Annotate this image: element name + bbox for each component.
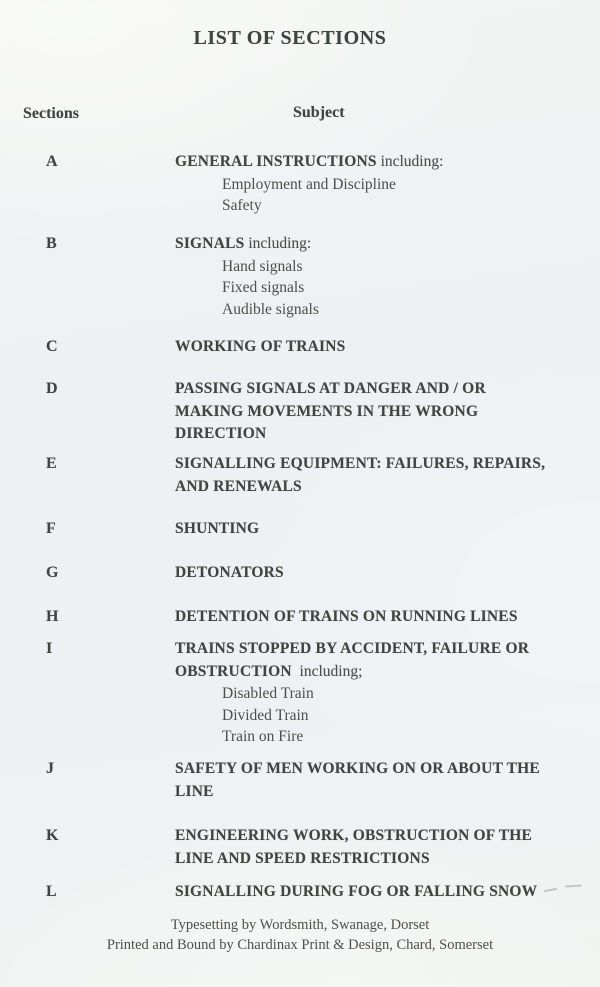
section-title-line [175,233,575,256]
section-letter: L [46,883,57,900]
section-title-line [175,151,575,174]
section-title-line: SIGNALLING EQUIPMENT: FAILURES, REPAIRS, [175,455,546,472]
column-header-sections: Sections [23,105,79,122]
section-subitem: Employment and Discipline [222,175,396,193]
section-subitem: Audible signals [222,300,319,318]
section-title-line: MAKING MOVEMENTS IN THE WRONG [175,402,479,420]
section-title-regular: including; [291,662,363,680]
column-header-subject: Subject [293,104,345,121]
section-title-line: LINE AND SPEED RESTRICTIONS [175,849,430,867]
section-subitems [222,256,575,321]
section-title-line: SIGNALLING DURING FOG OR FALLING SNOW [175,883,538,900]
section-subitem: Divided Train [222,706,309,724]
section-letter: K [46,827,59,844]
section-subitem: Train on Fire [222,728,304,745]
section-title-line: AND RENEWALS [175,477,302,495]
section-subject [175,881,575,904]
section-subitems [222,174,575,217]
section-title-line: LINE [175,782,214,800]
section-subject [175,453,575,498]
section-subitem: Safety [222,197,262,214]
section-letter: J [46,760,54,777]
page-footer [4,916,596,955]
section-title-line [175,661,575,684]
section-title-regular: including: [244,235,312,252]
page-title: LIST OF SECTIONS [193,27,387,49]
section-letter: G [46,564,59,581]
section-subject [175,638,575,748]
section-letter: I [46,640,53,657]
footer-line: Printed and Bound by Chardinax Print & Design, Chard, Somerset [106,936,494,953]
section-subitem: Fixed signals [222,279,305,296]
section-title-line: DETENTION OF TRAINS ON RUNNING LINES [175,608,518,625]
section-letter: C [46,338,58,355]
section-letter: D [46,380,58,397]
section-title-bold: OBSTRUCTION [175,662,292,680]
section-subject [175,825,575,870]
section-subject [175,336,575,359]
section-subitem: Disabled Train [222,685,314,702]
section-title-line: SHUNTING [175,520,260,537]
section-title-line: DETONATORS [175,564,284,581]
section-subject [175,233,575,320]
section-letter: B [46,235,57,252]
section-title-line: ENGINEERING WORK, OBSTRUCTION OF THE [175,827,533,844]
section-title-line: TRAINS STOPPED BY ACCIDENT, FAILURE OR [175,640,530,657]
section-subject [175,378,575,446]
section-letter: F [46,520,56,537]
section-title-line: WORKING OF TRAINS [175,338,346,355]
section-subject [175,518,575,541]
section-letter: H [46,608,59,625]
section-subitem: Hand signals [222,257,303,275]
section-title-line: PASSING SIGNALS AT DANGER AND / OR [175,380,486,397]
section-subject [175,151,575,217]
section-title-bold: GENERAL INSTRUCTIONS [175,153,377,170]
section-subject [175,758,575,803]
footer-line: Typesetting by Wordsmith, Swanage, Dorset [170,917,430,933]
section-subitems [222,683,575,748]
section-title-regular: including: [376,153,444,170]
section-letter: E [46,455,57,472]
section-title-line: SAFETY OF MEN WORKING ON OR ABOUT THE [175,760,540,777]
section-subject [175,606,575,629]
section-title-bold: SIGNALS [175,235,245,252]
section-letter: A [46,153,58,170]
section-title-line: DIRECTION [175,425,267,442]
section-subject [175,562,575,585]
